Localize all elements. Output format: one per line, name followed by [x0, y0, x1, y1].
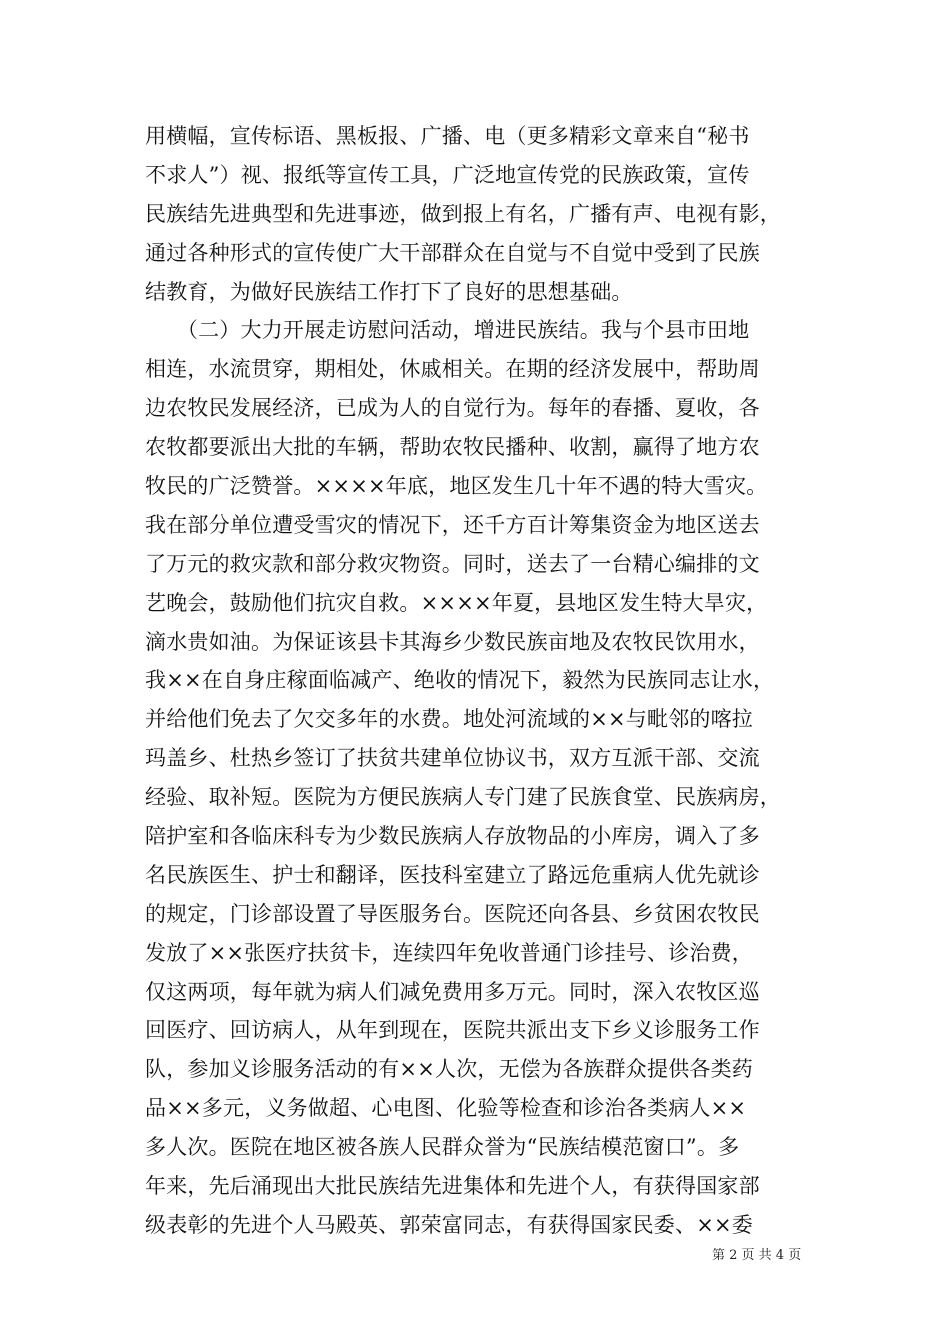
- text-line: 边农牧民发展经济，已成为人的自觉行为。每年的春播、夏收，各: [145, 396, 760, 421]
- text-line: 结教育，为做好民族结工作打下了良好的思想基础。: [145, 279, 633, 304]
- text-line: 滴水贵如油。为保证该县卡其海乡少数民族亩地及农牧民饮用水，: [145, 629, 760, 654]
- text-line: 我××在自身庄稼面临减产、绝收的情况下，毅然为民族同志让水，: [145, 668, 775, 693]
- text-line: 名民族医生、护士和翻译，医技科室建立了路远危重病人优先就诊: [145, 862, 760, 887]
- text-line: 玛盖乡、杜热乡签订了扶贫共建单位协议书，双方互派干部、交流: [145, 746, 760, 771]
- text-line: 相连，水流贯穿，期相处，休戚相关。在期的经济发展中，帮助周: [145, 357, 760, 382]
- text-line: 我在部分单位遭受雪灾的情况下，还千方百计筹集资金为地区送去: [145, 512, 760, 537]
- text-line: 级表彰的先进个人马殿英、郭荣富同志，有获得国家民委、××委: [145, 1212, 753, 1237]
- text-line: 了万元的救灾款和部分救灾物资。同时，送去了一台精心编排的文: [145, 551, 760, 576]
- text-line: 不求人”）视、报纸等宣传工具，广泛地宣传党的民族政策，宣传: [145, 162, 750, 187]
- text-line: 年来，先后涌现出大批民族结先进集体和先进个人，有获得国家部: [145, 1174, 760, 1199]
- text-line: 品××多元，义务做超、心电图、化验等检查和诊治各类病人××: [145, 1096, 747, 1121]
- text-line: 多人次。医院在地区被各族人民群众誉为“民族结模范窗口”。多: [145, 1135, 740, 1160]
- text-line: 并给他们免去了欠交多年的水费。地处河流域的××与毗邻的喀拉: [145, 707, 753, 732]
- text-line: 队，参加义诊服务活动的有××人次，无偿为各族群众提供各类药: [145, 1057, 753, 1082]
- text-line: 通过各种形式的宣传使广大干部群众在自觉与不自觉中受到了民族: [145, 240, 760, 265]
- text-line: 的规定，门诊部设置了导医服务台。医院还向各县、乡贫困农牧民: [145, 901, 760, 926]
- text-line: 经验、取补短。医院为方便民族病人专门建了民族食堂、民族病房，: [145, 785, 781, 810]
- text-line: 用横幅，宣传标语、黑板报、广播、电（更多精彩文章来自“秘书: [145, 124, 750, 148]
- text-line: （二）大力开展走访慰问活动，增进民族结。我与个县市田地: [145, 318, 750, 343]
- text-line: 牧民的广泛赞誉。××××年底，地区发生几十年不遇的特大雪灾。: [145, 474, 768, 499]
- text-line: 艺晚会，鼓励他们抗灾自救。××××年夏，县地区发生特大旱灾，: [145, 590, 768, 615]
- text-line: 农牧都要派出大批的车辆，帮助农牧民播种、收割，赢得了地方农: [145, 435, 760, 460]
- text-line: 陪护室和各临床科专为少数民族病人存放物品的小库房，调入了多: [145, 824, 760, 849]
- text-line: 发放了××张医疗扶贫卡，连续四年免收普通门诊挂号、诊治费，: [145, 940, 753, 965]
- text-line: 仅这两项，每年就为病人们减免费用多万元。同时，深入农牧区巡: [145, 979, 760, 1004]
- page-number: 第 2 页 共 4 页: [712, 1248, 802, 1263]
- text-line: 回医疗、回访病人，从年到现在，医院共派出支下乡义诊服务工作: [145, 1018, 760, 1043]
- text-line: 民族结先进典型和先进事迹，做到报上有名，广播有声、电视有影，: [145, 201, 781, 226]
- body-text: [145, 117, 810, 1245]
